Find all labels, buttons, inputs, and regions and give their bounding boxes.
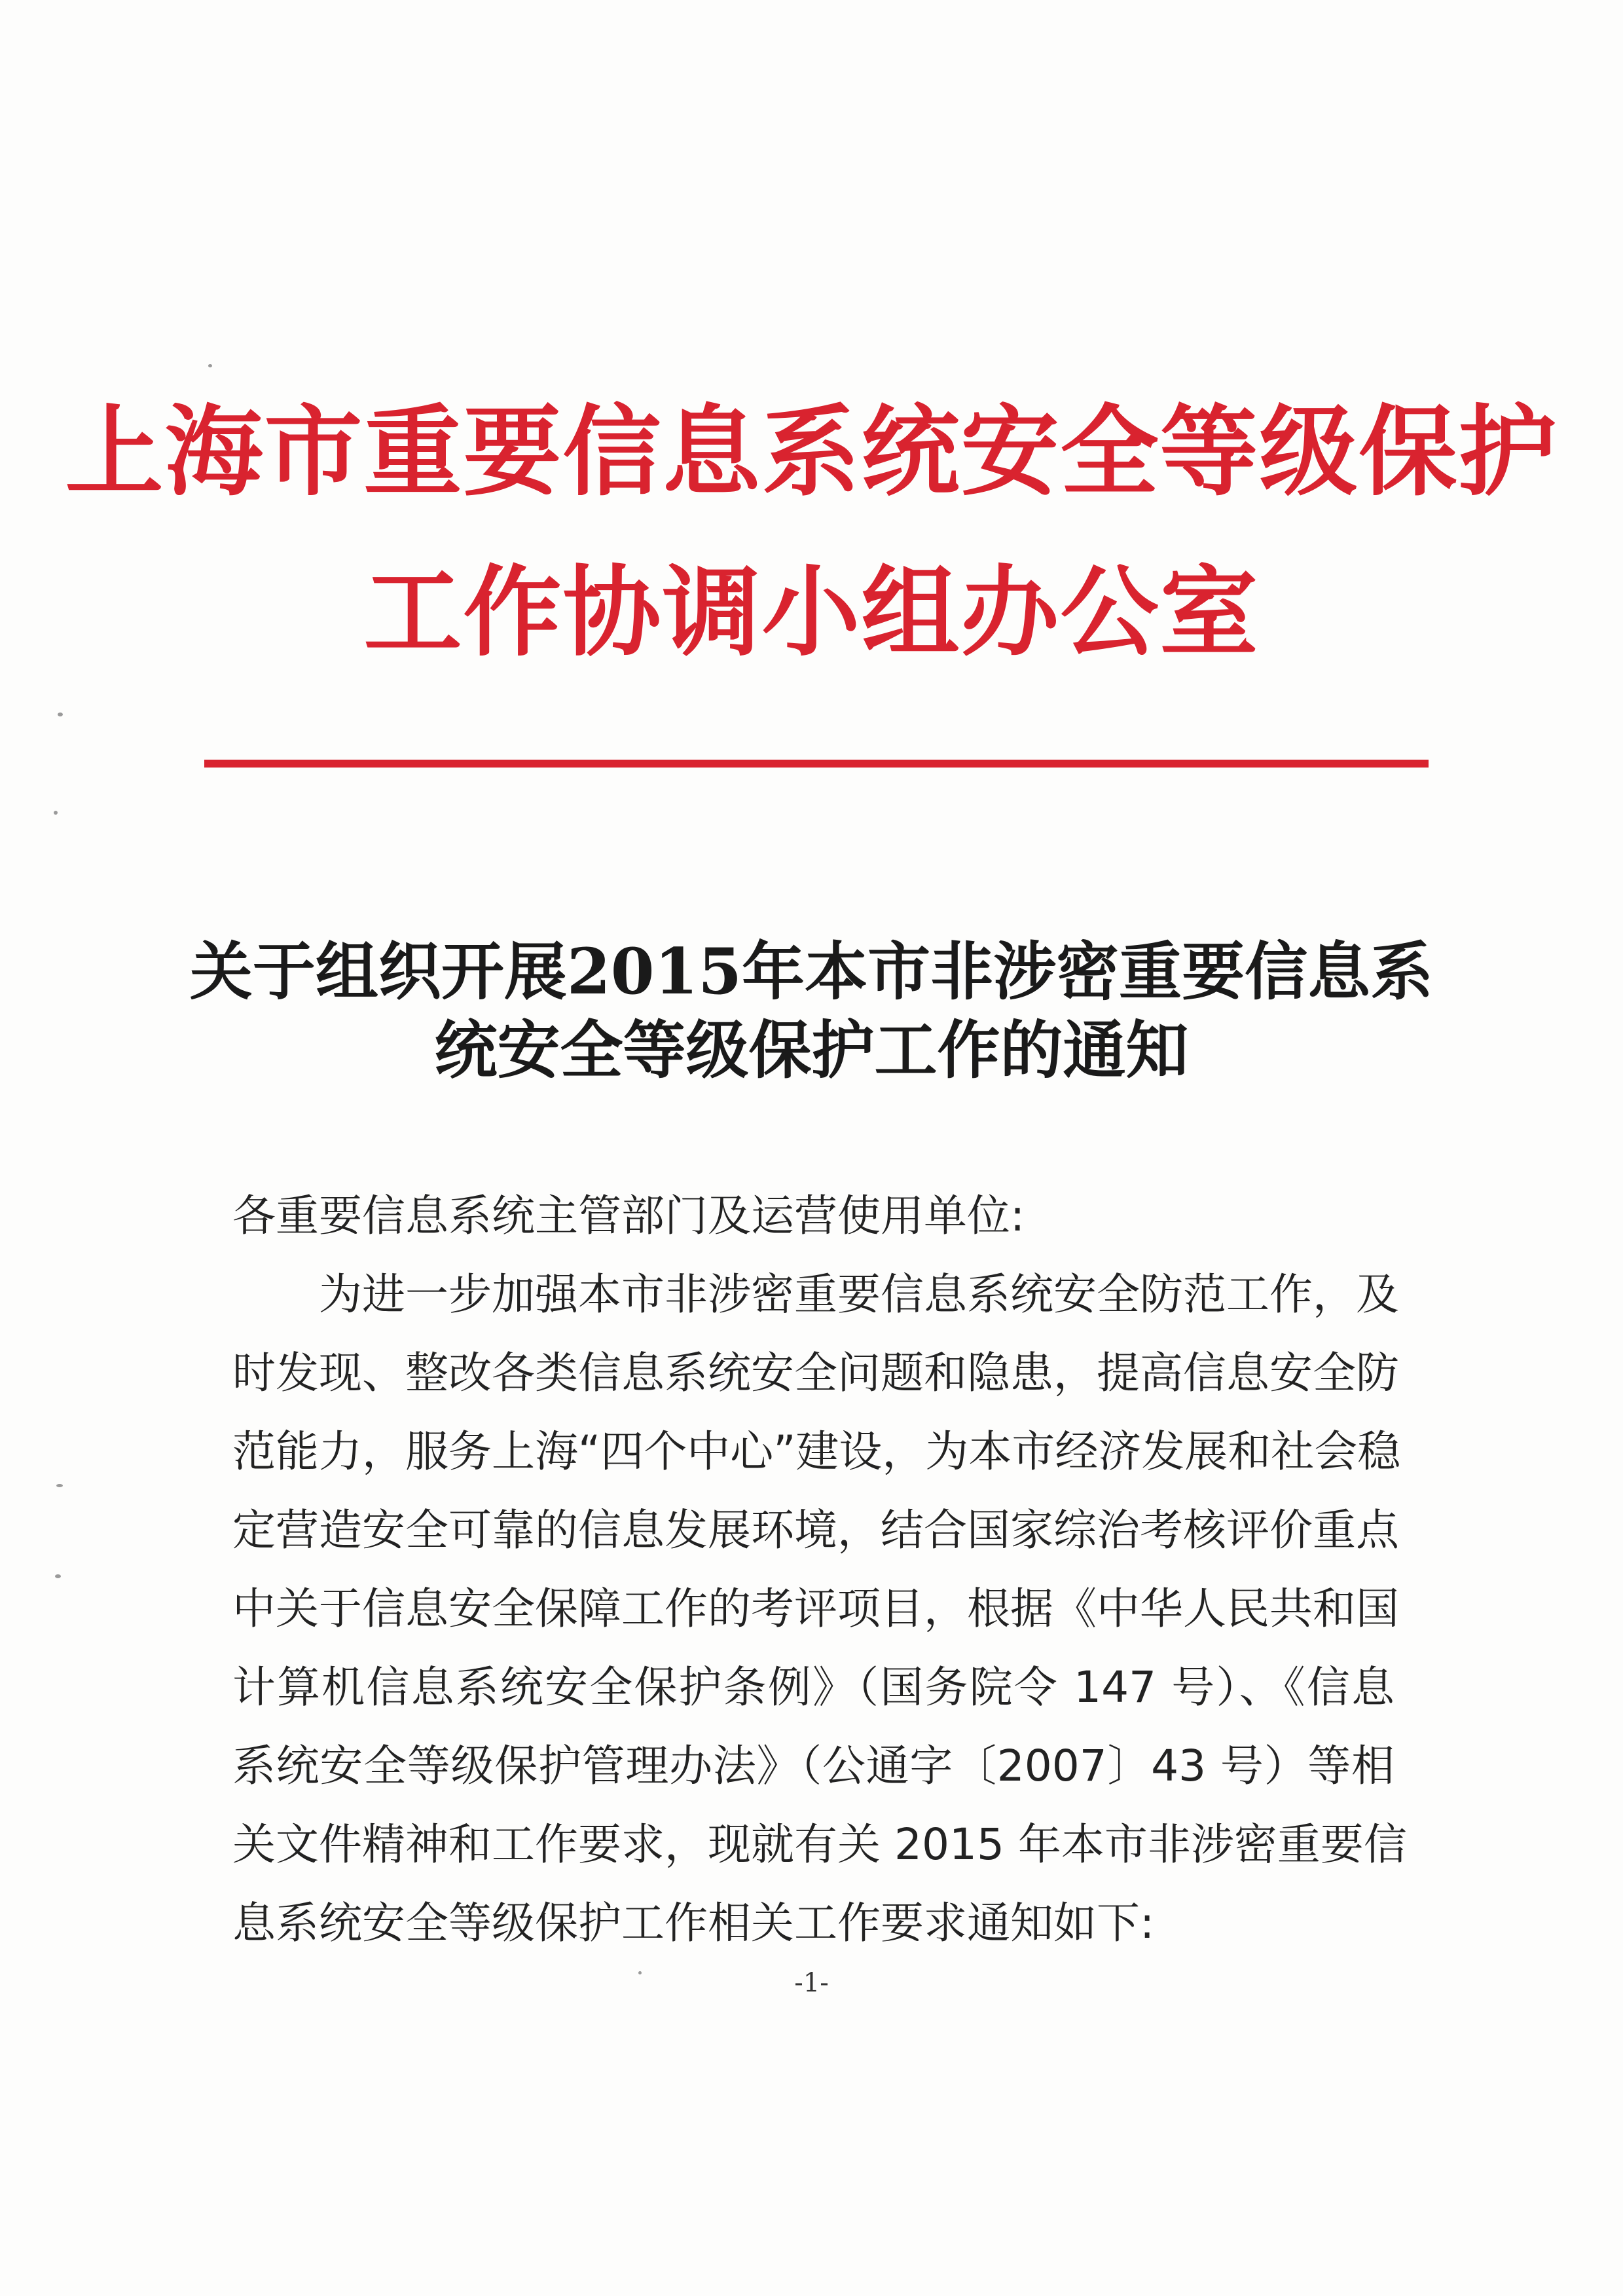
scan-speck (208, 364, 212, 367)
paragraph-line: 计算机信息系统安全保护条例》（国务院令 147 号）、《信息 (232, 1662, 1395, 1713)
paragraph-line: 为进一步加强本市非涉密重要信息系统安全防范工作，及 (319, 1269, 1399, 1320)
paragraph-line: 定营造安全可靠的信息发展环境，结合国家综治考核评价重点 (232, 1505, 1399, 1555)
scan-speck (56, 1484, 63, 1487)
scan-speck (638, 1971, 642, 1974)
paragraph-line: 系统安全等级保护管理办法》（公通字〔2007〕43 号）等相 (232, 1741, 1395, 1791)
paragraph-line: 范能力，服务上海“四个中心”建设，为本市经济发展和社会稳 (232, 1426, 1401, 1477)
salutation: 各重要信息系统主管部门及运营使用单位: (232, 1191, 1025, 1241)
scan-speck (55, 1574, 61, 1578)
page-number: -1- (794, 1968, 829, 1998)
red-header-rule (204, 760, 1429, 768)
paragraph-line: 关文件精神和工作要求，现就有关 2015 年本市非涉密重要信 (232, 1819, 1407, 1870)
notice-title-line-2: 统安全等级保护工作的通知 (434, 1013, 1189, 1087)
scan-speck (58, 713, 63, 716)
paragraph-line: 息系统安全等级保护工作相关工作要求通知如下: (232, 1898, 1155, 1948)
issuing-office-line-1: 上海市重要信息系统安全等级保护 (65, 394, 1558, 509)
notice-title-line-1: 关于组织开展2015年本市非涉密重要信息系 (189, 935, 1434, 1009)
paragraph-line: 时发现、整改各类信息系统安全问题和隐患，提高信息安全防 (232, 1348, 1399, 1398)
scan-speck (54, 811, 58, 815)
issuing-office-line-2: 工作协调小组办公室 (363, 555, 1260, 670)
paragraph-line: 中关于信息安全保障工作的考评项目，根据《中华人民共和国 (232, 1583, 1399, 1634)
